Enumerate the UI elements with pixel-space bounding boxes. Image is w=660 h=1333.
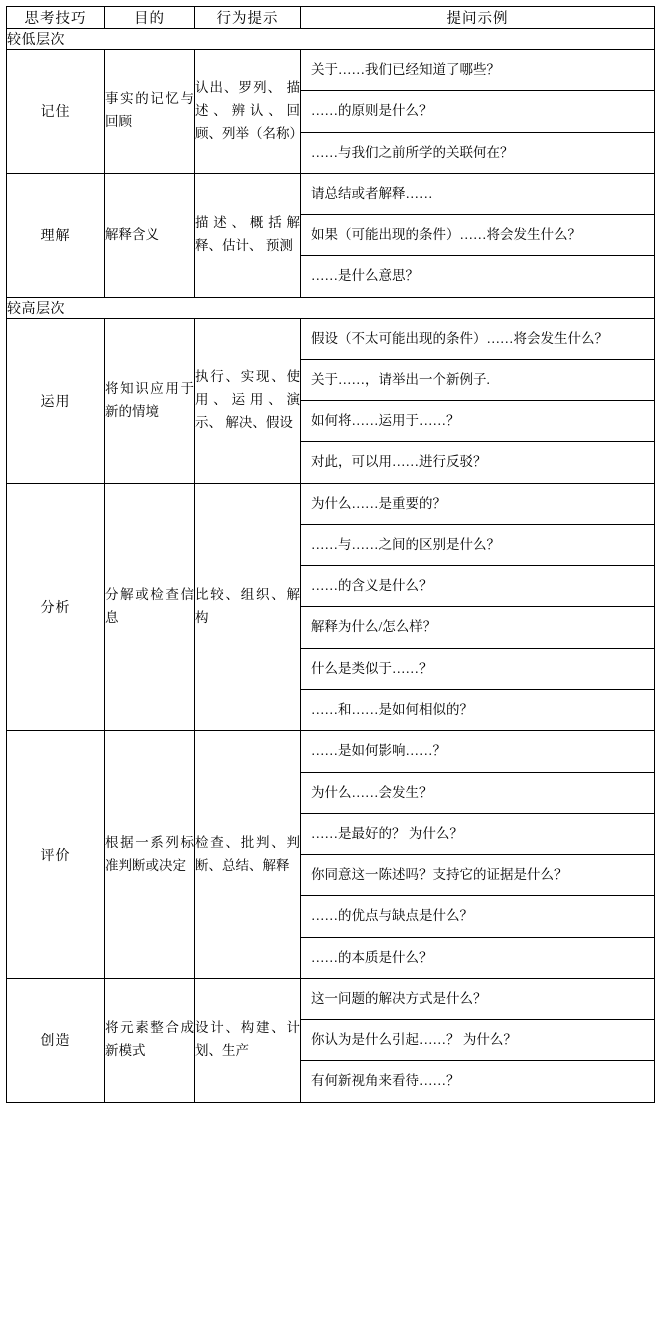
question-item: 你认为是什么引起……？ 为什么？ (301, 1020, 654, 1061)
column-header-skill: 思考技巧 (7, 7, 105, 29)
cell-purpose: 解释含义 (105, 173, 195, 297)
question-item: ……与……之间的区别是什么？ (301, 525, 654, 566)
cell-cues: 比较、组织、解构 (195, 483, 301, 731)
question-item: 解释为什么/怎么样？ (301, 607, 654, 648)
cell-purpose: 事实的记忆与回顾 (105, 50, 195, 174)
question-item: 为什么……会发生？ (301, 773, 654, 814)
question-item: 有何新视角来看待……？ (311, 1073, 460, 1089)
table-row (7, 173, 655, 297)
cell-cues: 描述、概括解释、估计、 预测 (195, 173, 301, 297)
cell-skill: 理解 (7, 173, 105, 297)
section-band-label: 较低层次 (7, 29, 655, 50)
cell-questions (301, 978, 655, 1102)
question-item: 什么是类似于……？ (301, 649, 654, 690)
question-item: ……和……是如何相似的？ (311, 701, 473, 717)
cell-purpose: 根据一系列标准判断或决定 (105, 731, 195, 979)
question-item: 假设（不太可能出现的条件）……将会发生什么？ (301, 319, 654, 360)
question-list (301, 174, 654, 297)
question-item: ……的优点与缺点是什么？ (301, 896, 654, 937)
question-item: ……是如何影响……？ (301, 731, 654, 772)
question-item: ……的原则是什么？ (301, 91, 654, 132)
question-list (301, 731, 654, 978)
question-item: 这一问题的解决方式是什么？ (301, 979, 654, 1020)
question-list (301, 319, 654, 483)
table-row (7, 731, 655, 979)
question-item: 如何将……运用于……？ (301, 401, 654, 442)
question-item: 关于……我们已经知道了哪些？ (301, 50, 654, 91)
cell-questions (301, 50, 655, 174)
cell-skill: 分析 (7, 483, 105, 731)
cell-cues: 检查、批判、判断、总结、解释 (195, 731, 301, 979)
table-row (7, 483, 655, 731)
cell-questions (301, 318, 655, 483)
table-row (7, 318, 655, 483)
question-list (301, 484, 654, 731)
section-band-label: 较高层次 (7, 297, 655, 318)
question-item: 如果（可能出现的条件）……将会发生什么？ (301, 215, 654, 256)
cell-cues: 设计、构建、计划、生产 (195, 978, 301, 1102)
cell-cues: 认出、罗列、 描述、辨认、回顾、列举（名称） (195, 50, 301, 174)
column-header-cues: 行为提示 (195, 7, 301, 29)
cell-skill: 创造 (7, 978, 105, 1102)
question-list (301, 50, 654, 173)
table-body (7, 29, 655, 1103)
table-header-row (7, 7, 655, 29)
section-band-row (7, 29, 655, 50)
cell-questions (301, 483, 655, 731)
question-item: ……是什么意思？ (311, 268, 419, 284)
question-item: ……的本质是什么？ (311, 949, 433, 965)
column-header-purpose: 目的 (105, 7, 195, 29)
question-item: ……是最好的？ 为什么？ (301, 814, 654, 855)
column-header-questions: 提问示例 (301, 7, 655, 29)
table-row (7, 978, 655, 1102)
section-band-row (7, 297, 655, 318)
cell-questions (301, 731, 655, 979)
question-item: 你同意这一陈述吗？支持它的证据是什么？ (301, 855, 654, 896)
question-item: ……的含义是什么？ (301, 566, 654, 607)
question-item: 为什么……是重要的？ (301, 484, 654, 525)
cell-skill: 运用 (7, 318, 105, 483)
cell-purpose: 分解或检查信息 (105, 483, 195, 731)
question-list (301, 979, 654, 1102)
cell-questions (301, 173, 655, 297)
question-item: 请总结或者解释…… (301, 174, 654, 215)
table-row (7, 50, 655, 174)
cell-cues: 执行、实现、使用、运用、演示、 解决、假设 (195, 318, 301, 483)
cell-purpose: 将元素整合成新模式 (105, 978, 195, 1102)
question-item: 对此，可以用……进行反驳？ (311, 454, 487, 470)
cell-skill: 记住 (7, 50, 105, 174)
cell-purpose: 将知识应用于新的情境 (105, 318, 195, 483)
question-item: ……与我们之前所学的关联何在？ (311, 144, 514, 160)
question-item: 关于……，请举出一个新例子. (301, 360, 654, 401)
bloom-taxonomy-table (6, 6, 655, 1103)
cell-skill: 评价 (7, 731, 105, 979)
